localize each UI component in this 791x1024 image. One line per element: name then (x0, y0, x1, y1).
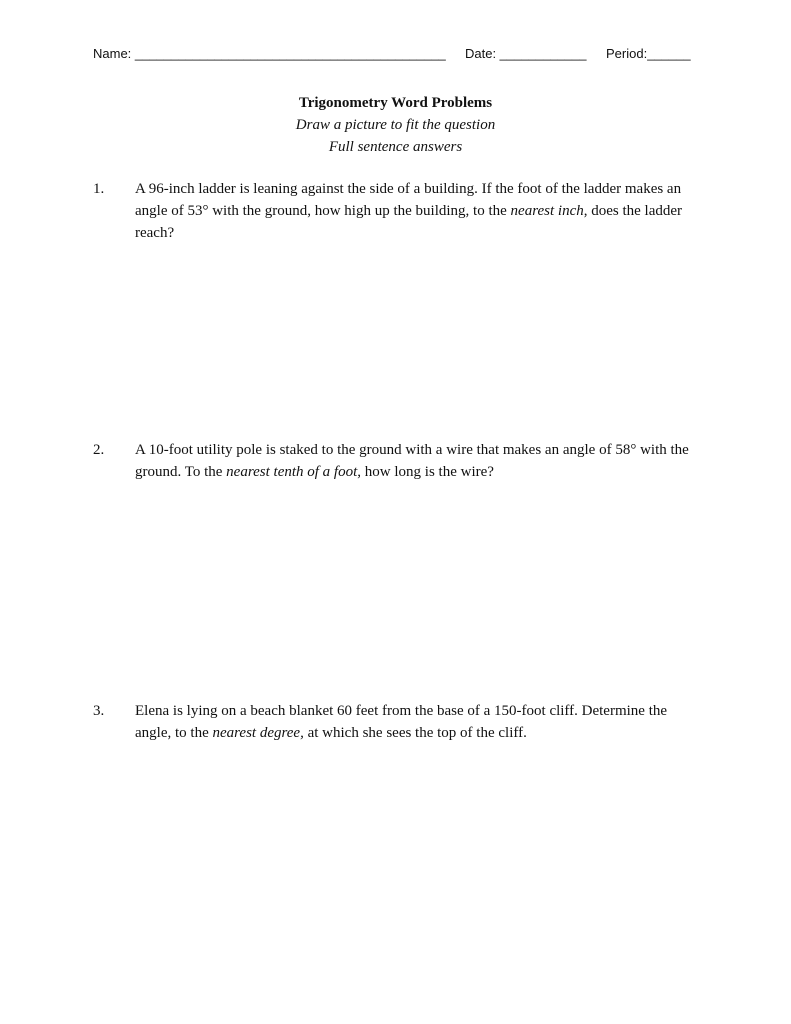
problem-text-part: A 10-foot utility pole is staked to the ground with a wire that makes an angle of 58° with the ground. To the (135, 442, 689, 480)
worksheet-title: Trigonometry Word Problems (298, 95, 493, 111)
problem-text (135, 700, 703, 744)
period-field[interactable]: Period:______ (606, 46, 691, 61)
problem-2 (93, 439, 703, 483)
name-field[interactable]: Name: ___________________________________________ (93, 46, 446, 61)
date-field[interactable]: Date: ____________ (465, 46, 587, 61)
problem-text-part: Elena is lying on a beach blanket 60 feet from the base of a 150-foot cliff. Determine the angle, to the (135, 703, 668, 741)
problem-text-part: A 96-inch ladder is leaning against the side of a building. If the foot of the ladder makes an angle of 53° with the ground, how high up the building, to the (135, 181, 682, 219)
problem-text-part: at which she sees the top of the cliff. (303, 725, 527, 741)
problem-text (135, 439, 703, 483)
problem-emphasis: nearest degree, (212, 725, 304, 741)
instruction-full-sentence: Full sentence answers (328, 139, 463, 155)
problem-number: 3. (93, 703, 105, 719)
problem-text-part: , does the ladder reach? (135, 203, 683, 241)
problem-3 (93, 700, 703, 744)
problem-text-part: , how long is the wire? (357, 464, 494, 480)
problem-emphasis: nearest inch (510, 203, 584, 219)
worksheet-header (0, 92, 791, 158)
problem-number: 2. (93, 442, 105, 458)
problem-text (135, 178, 703, 244)
problem-1 (93, 178, 703, 244)
problem-number: 1. (93, 181, 105, 197)
problem-emphasis: nearest tenth of a foot (226, 464, 358, 480)
instruction-draw-picture: Draw a picture to fit the question (295, 117, 496, 133)
